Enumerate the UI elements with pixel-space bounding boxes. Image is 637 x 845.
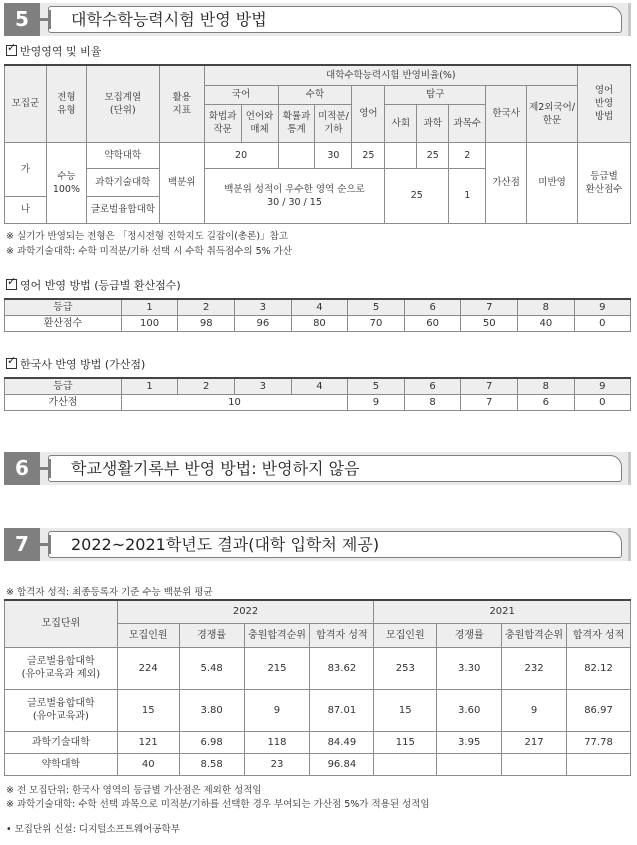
h-k1: 화법과 작문 [204, 104, 241, 142]
title-box [48, 6, 622, 33]
h-score: 합격자 성적 [310, 623, 374, 647]
score-7: 50 [461, 315, 518, 331]
english-subtitle: ✓영어 반영 방법 (등급별 환산점수) [6, 277, 181, 293]
h-quota: 모집인원 [117, 623, 179, 647]
cell: 253 [374, 647, 437, 689]
h-score: 합격자 성적 [567, 623, 631, 647]
h-inquiry: 탐구 [385, 85, 486, 104]
results-note-top: ※ 합격자 성적: 최종등록자 기준 수능 백분위 평균 [6, 587, 213, 598]
score-2: 98 [178, 315, 235, 331]
grade-3: 3 [235, 378, 292, 394]
type-csat: 수능 100% [46, 142, 86, 223]
cell [567, 753, 631, 775]
english-method: 등급별 환산점수 [578, 142, 631, 223]
score-5: 70 [348, 315, 405, 331]
unit-name: 과학기술대학 [5, 731, 118, 753]
cell: 121 [117, 731, 179, 753]
h-type: 전형 유형 [46, 65, 86, 142]
cell: 82.12 [567, 647, 631, 689]
cell [437, 753, 502, 775]
cell: 3.30 [437, 647, 502, 689]
h-group: 모집군 [5, 65, 47, 142]
bonus-9: 0 [574, 394, 630, 410]
history-subtitle: ✓한국사 반영 방법 (가산점) [6, 356, 145, 372]
bonus-5: 9 [348, 394, 405, 410]
grade-9: 9 [574, 378, 630, 394]
score-9: 0 [574, 315, 630, 331]
h-waitlist: 충원합격순위 [244, 623, 310, 647]
cell: 83.62 [310, 647, 374, 689]
cell: 217 [502, 731, 567, 753]
grade-3: 3 [235, 299, 292, 315]
cell: 15 [117, 689, 179, 731]
group-ga: 가 [5, 142, 47, 196]
second-lang-method: 미반영 [527, 142, 578, 223]
section-title: 학교생활기록부 반영 방법: 반영하지 않음 [71, 459, 360, 478]
grade-7: 7 [461, 378, 518, 394]
science-ratio: 25 [417, 142, 449, 168]
h-competition: 경쟁률 [179, 623, 244, 647]
bonus-6: 8 [404, 394, 461, 410]
cell: 23 [244, 753, 310, 775]
cell: 84.49 [310, 731, 374, 753]
unit-name: 글로벌융합대학 (유아교육과) [5, 689, 118, 731]
h-engmethod: 영어 반영 방법 [578, 65, 631, 142]
h-english: 영어 [352, 85, 385, 142]
grade-8: 8 [518, 299, 575, 315]
section-6-header [4, 452, 631, 485]
unit-global: 글로벌융합대학 [86, 196, 159, 223]
csat-note-2: ※ 과학기술대학: 수학 미적분/기하 선택 시 수학 취득점수의 5% 가산 [6, 246, 293, 257]
cell: 87.01 [310, 689, 374, 731]
cell: 77.78 [567, 731, 631, 753]
connector [40, 467, 48, 470]
inquiry-ratio: 25 [385, 168, 449, 223]
h-m1: 확률과 통계 [278, 104, 315, 142]
h-year-2022: 2022 [117, 600, 374, 623]
table-row [5, 689, 631, 731]
table-row [5, 731, 631, 753]
h-competition: 경쟁률 [437, 623, 502, 647]
cell: 3.80 [179, 689, 244, 731]
cell: 8.58 [179, 753, 244, 775]
h-quota: 모집인원 [374, 623, 437, 647]
subject-count-2: 1 [449, 168, 486, 223]
grade-5: 5 [348, 378, 405, 394]
csat-table [4, 64, 631, 224]
h-grade: 등급 [5, 378, 122, 394]
h-waitlist: 충원합격순위 [502, 623, 567, 647]
section-7-header [4, 528, 631, 561]
csat-note-1: ※ 실기가 반영되는 전형은 「정시전형 진학지도 길잡이(총론)」참고 [6, 231, 288, 242]
math-ratio-blank [278, 142, 315, 168]
h-i1: 사회 [385, 104, 417, 142]
h-year-2021: 2021 [374, 600, 631, 623]
connector [40, 18, 48, 21]
h-m2: 미적분/ 기하 [315, 104, 352, 142]
checkbox-icon [6, 279, 17, 290]
cell: 9 [244, 689, 310, 731]
h-k2: 언어와 매체 [241, 104, 278, 142]
results-table [4, 599, 631, 776]
cell: 40 [117, 753, 179, 775]
h-grade: 등급 [5, 299, 122, 315]
social-ratio-blank [385, 142, 417, 168]
score-8: 40 [518, 315, 575, 331]
h-index: 활용 지표 [159, 65, 204, 142]
grade-9: 9 [574, 299, 630, 315]
h-second: 제2외국어/ 한문 [527, 85, 578, 142]
cell: 6.98 [179, 731, 244, 753]
cell: 5.48 [179, 647, 244, 689]
table-row [5, 753, 631, 775]
row-label-bonus: 가산점 [5, 394, 122, 410]
grade-2: 2 [178, 378, 235, 394]
h-i3: 과목수 [449, 104, 486, 142]
score-1: 100 [121, 315, 178, 331]
cell: 86.97 [567, 689, 631, 731]
section-title: 2022~2021학년도 결과(대학 입학처 제공) [71, 535, 380, 554]
grade-8: 8 [517, 378, 574, 394]
cell: 9 [502, 689, 567, 731]
english-table [4, 298, 631, 332]
score-6: 60 [404, 315, 461, 331]
cell: 118 [244, 731, 310, 753]
unit-name: 약학대학 [5, 753, 118, 775]
section-5-header [4, 3, 631, 36]
results-note-2: ※ 과학기술대학: 수학 선택 과목으로 미적분/기하를 선택한 경우 부여되는 가산점 5%가 적용된 성적임 [6, 799, 430, 810]
cell: 224 [117, 647, 179, 689]
cell: 115 [374, 731, 437, 753]
csat-subtitle: ✓반영영역 및 비율 [6, 43, 101, 59]
cell [374, 753, 437, 775]
grade-1: 1 [121, 378, 178, 394]
section-title: 대학수학능력시험 반영 방법 [71, 10, 267, 29]
checkbox-icon [6, 358, 17, 369]
title-box [48, 531, 622, 558]
table-row [5, 647, 631, 689]
grade-4: 4 [291, 378, 348, 394]
h-math: 수학 [278, 85, 352, 104]
grade-5: 5 [348, 299, 405, 315]
math-ratio: 30 [315, 142, 352, 168]
history-table [4, 377, 631, 411]
score-4: 80 [291, 315, 348, 331]
h-ratio: 대학수학능력시험 반영비율(%) [204, 65, 577, 85]
row-label-score: 환산점수 [5, 315, 122, 331]
section-number: 6 [4, 452, 40, 485]
cell: 96.84 [310, 753, 374, 775]
bonus-1-4: 10 [121, 394, 347, 410]
index-percentile: 백분위 [159, 142, 204, 223]
cell [502, 753, 567, 775]
grade-6: 6 [404, 378, 461, 394]
group-na: 나 [5, 196, 47, 223]
h-korean: 국어 [204, 85, 278, 104]
unit-science-tech: 과학기술대학 [86, 168, 159, 196]
h-i2: 과학 [417, 104, 449, 142]
english-ratio: 25 [352, 142, 385, 168]
cell: 3.60 [437, 689, 502, 731]
cell: 232 [502, 647, 567, 689]
best-area-ratio: 백분위 성적이 우수한 영역 순으로 30 / 30 / 15 [204, 168, 385, 223]
section-number: 5 [4, 3, 40, 36]
results-note-1: ※ 전 모집단위: 한국사 영역의 등급별 가산점은 제외한 성적임 [6, 785, 262, 796]
checkbox-icon [6, 45, 17, 56]
results-bullet: • 모집단위 신설: 디지털소프트웨어공학부 [6, 824, 180, 835]
grade-6: 6 [404, 299, 461, 315]
title-box [48, 455, 622, 482]
cell: 215 [244, 647, 310, 689]
h-history: 한국사 [486, 85, 527, 142]
unit-name: 글로벌융합대학 (유아교육과 제외) [5, 647, 118, 689]
grade-2: 2 [178, 299, 235, 315]
h-unit: 모집단위 [5, 600, 118, 647]
connector [40, 543, 48, 546]
unit-pharmacy: 약학대학 [86, 142, 159, 168]
h-unit: 모집계열 (단위) [86, 65, 159, 142]
bonus-7: 7 [461, 394, 518, 410]
bonus-8: 6 [517, 394, 574, 410]
subject-count: 2 [449, 142, 486, 168]
cell: 15 [374, 689, 437, 731]
section-number: 7 [4, 528, 40, 561]
korean-ratio: 20 [204, 142, 278, 168]
grade-7: 7 [461, 299, 518, 315]
cell: 3.95 [437, 731, 502, 753]
score-3: 96 [235, 315, 292, 331]
history-method: 가산점 [486, 142, 527, 223]
grade-1: 1 [121, 299, 178, 315]
grade-4: 4 [291, 299, 348, 315]
